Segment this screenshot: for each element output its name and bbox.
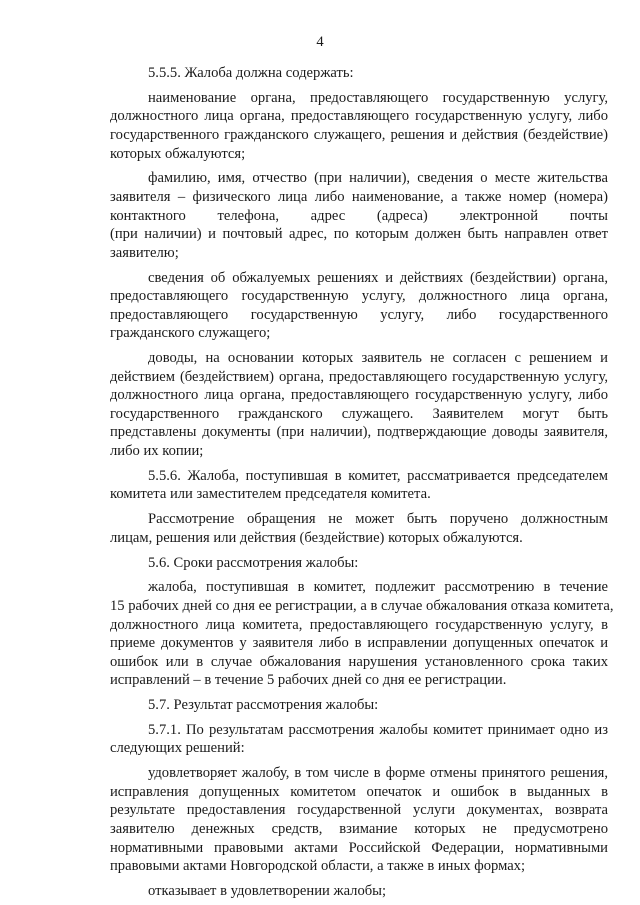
text-line: государственного гражданского служащего. Заявителем могут быть <box>110 405 608 422</box>
text-line: государственного гражданского служащего, решения и действия (бездействие) <box>110 126 608 143</box>
text-line: исправления допущенных комитетом опечаток и ошибок в выданных в <box>110 783 608 800</box>
text-line: заявителю денежных средств, взимание которых не предусмотрено <box>110 821 608 838</box>
text-line: 5.5.5. Жалоба должна содержать: <box>148 65 354 81</box>
text-line: удовлетворяет жалобу, в том числе в форме отмены принятого решения, <box>148 765 608 782</box>
paragraph <box>110 882 608 901</box>
paragraph <box>110 89 608 163</box>
text-line: контактного телефона, адрес (адреса) электронной почты <box>110 207 608 224</box>
text-line: которых обжалуются; <box>110 145 246 162</box>
text-line: либо их копии; <box>110 443 204 460</box>
paragraph <box>110 64 608 83</box>
paragraph <box>110 554 608 573</box>
paragraph <box>110 578 614 690</box>
paragraph <box>110 510 608 547</box>
text-line: Рассмотрение обращения не может быть поручено должностным <box>148 511 608 528</box>
text-line: комитета или заместителем председателя комитета. <box>110 486 431 503</box>
paragraph <box>110 269 608 343</box>
paragraph <box>110 467 608 504</box>
text-line: фамилию, имя, отчество (при наличии), сведения о месте жительства <box>148 170 608 187</box>
text-line: предоставляющего государственную услугу, либо государственного <box>110 306 608 323</box>
paragraph <box>110 349 608 461</box>
text-line: должностного лица комитета, предоставляющего государственную услугу, в <box>110 616 608 633</box>
text-line: нормативными правовыми актами Российской Федерации, нормативными <box>110 839 608 856</box>
text-line: наименование органа, предоставляющего государственную услугу, <box>148 89 608 106</box>
text-line: доводы, на основании которых заявитель не согласен с решением и <box>148 350 608 367</box>
text-line: исправлений – в течение 5 рабочих дней со дня ее регистрации. <box>110 672 507 689</box>
text-line: должностного лица органа, предоставляющего государственную услугу, либо <box>110 387 608 404</box>
paragraph <box>110 696 608 715</box>
text-line: 5.7.1. По результатам рассмотрения жалобы комитет принимает одно из <box>148 721 608 738</box>
text-line: 5.5.6. Жалоба, поступившая в комитет, рассматривается председателем <box>148 467 608 484</box>
text-line: лицам, решения или действия (бездействие) которых обжалуются. <box>110 529 523 546</box>
text-line: следующих решений: <box>110 740 245 757</box>
paragraph <box>110 169 608 262</box>
text-line: действием (бездействием) органа, предоставляющего государственную услугу, <box>110 368 608 385</box>
text-line: представлены документы (при наличии), подтверждающие доводы заявителя, <box>110 424 608 441</box>
text-line: жалоба, поступившая в комитет, подлежит рассмотрению в течение <box>148 579 608 596</box>
text-line: отказывает в удовлетворении жалобы; <box>148 883 387 899</box>
text-line: должностного лица органа, предоставляющего государственную услугу, либо <box>110 108 608 125</box>
text-line: ошибок или в случае обжалования нарушения установленного срока таких <box>110 653 608 670</box>
text-line: предоставляющего государственную услугу, должностного лица органа, <box>110 288 608 305</box>
text-line: правовыми актами Новгородской области, а также в иных формах; <box>110 858 526 875</box>
text-line: 15 рабочих дней со дня ее регистрации, а в случае обжалования отказа комитета, <box>110 597 614 614</box>
text-line: заявителю; <box>110 244 179 261</box>
text-line: 5.7. Результат рассмотрения жалобы: <box>148 697 379 714</box>
document-body <box>110 64 614 901</box>
text-line: заявителя – физического лица либо наименование, а также номер (номера) <box>110 188 608 205</box>
paragraph <box>110 721 608 758</box>
text-line: сведения об обжалуемых решениях и действиях (бездействии) органа, <box>148 269 608 286</box>
text-line: приеме документов у заявителя либо в исправлении допущенных опечаток и <box>110 635 608 652</box>
text-line: результате предоставления государственной услуги документах, возврата <box>110 802 608 819</box>
text-line: гражданского служащего; <box>110 325 271 342</box>
paragraph <box>110 764 608 876</box>
page-number: 4 <box>316 34 324 50</box>
text-line: (при наличии) и почтовый адрес, по которым должен быть направлен ответ <box>110 226 608 243</box>
text-line: 5.6. Сроки рассмотрения жалобы: <box>148 554 359 571</box>
